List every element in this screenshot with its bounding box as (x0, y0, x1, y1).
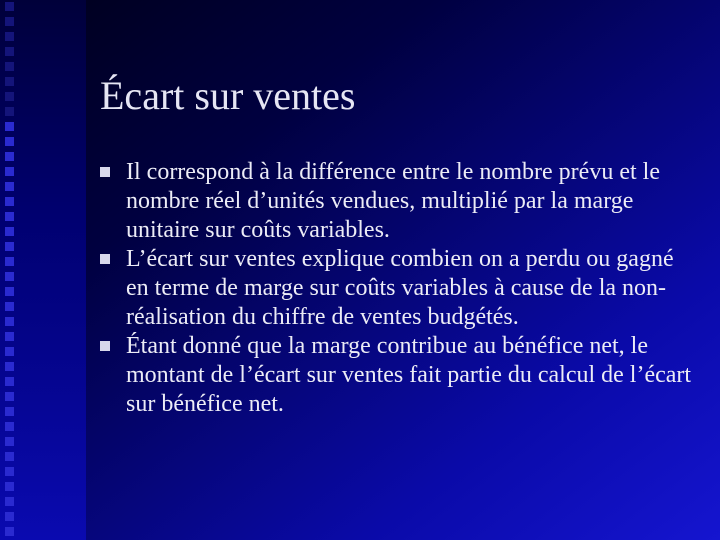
decorative-square (5, 287, 14, 296)
decorative-square (5, 32, 14, 41)
decorative-square (5, 137, 14, 146)
decorative-square (5, 242, 14, 251)
decorative-square (5, 152, 14, 161)
square-bullet-icon (100, 167, 110, 177)
decorative-square (5, 197, 14, 206)
left-decorative-strip (0, 0, 86, 540)
decorative-square (5, 527, 14, 536)
decorative-square (5, 122, 14, 131)
decorative-square (5, 482, 14, 491)
decorative-square (5, 452, 14, 461)
decorative-square (5, 302, 14, 311)
decorative-square (5, 182, 14, 191)
decorative-square (5, 92, 14, 101)
bullet-item (100, 245, 700, 332)
bullet-list (100, 158, 700, 419)
decorative-square (5, 437, 14, 446)
decorative-square (5, 47, 14, 56)
decorative-square (5, 212, 14, 221)
decorative-square (5, 362, 14, 371)
bullet-text: Étant donné que la marge contribue au bénéfice net, le montant de l’écart sur ventes fait partie du calcul de l’écart sur bénéfice net. (126, 333, 692, 417)
decorative-square (5, 17, 14, 26)
decorative-square (5, 2, 14, 11)
decorative-square-column (5, 0, 19, 540)
square-bullet-icon (100, 341, 110, 351)
decorative-square (5, 332, 14, 341)
decorative-square (5, 167, 14, 176)
decorative-square (5, 392, 14, 401)
bullet-item (100, 158, 700, 245)
square-bullet-icon (100, 254, 110, 264)
bullet-item (100, 332, 700, 419)
decorative-square (5, 62, 14, 71)
bullet-text: Il correspond à la différence entre le nombre prévu et le nombre réel d’unités vendues, multiplié par la marge unitaire sur coûts variables. (126, 159, 660, 243)
decorative-square (5, 512, 14, 521)
decorative-square (5, 107, 14, 116)
decorative-square (5, 467, 14, 476)
bullet-text: L’écart sur ventes explique combien on a perdu ou gagné en terme de marge sur coûts variables à cause de la non-réalisation du chiffre de ventes budgétés. (126, 246, 674, 330)
decorative-square (5, 77, 14, 86)
decorative-square (5, 377, 14, 386)
decorative-square (5, 227, 14, 236)
decorative-square (5, 317, 14, 326)
decorative-square (5, 257, 14, 266)
decorative-square (5, 422, 14, 431)
decorative-square (5, 347, 14, 356)
decorative-square (5, 407, 14, 416)
slide-title: Écart sur ventes (100, 73, 356, 118)
decorative-square (5, 497, 14, 506)
decorative-square (5, 272, 14, 281)
